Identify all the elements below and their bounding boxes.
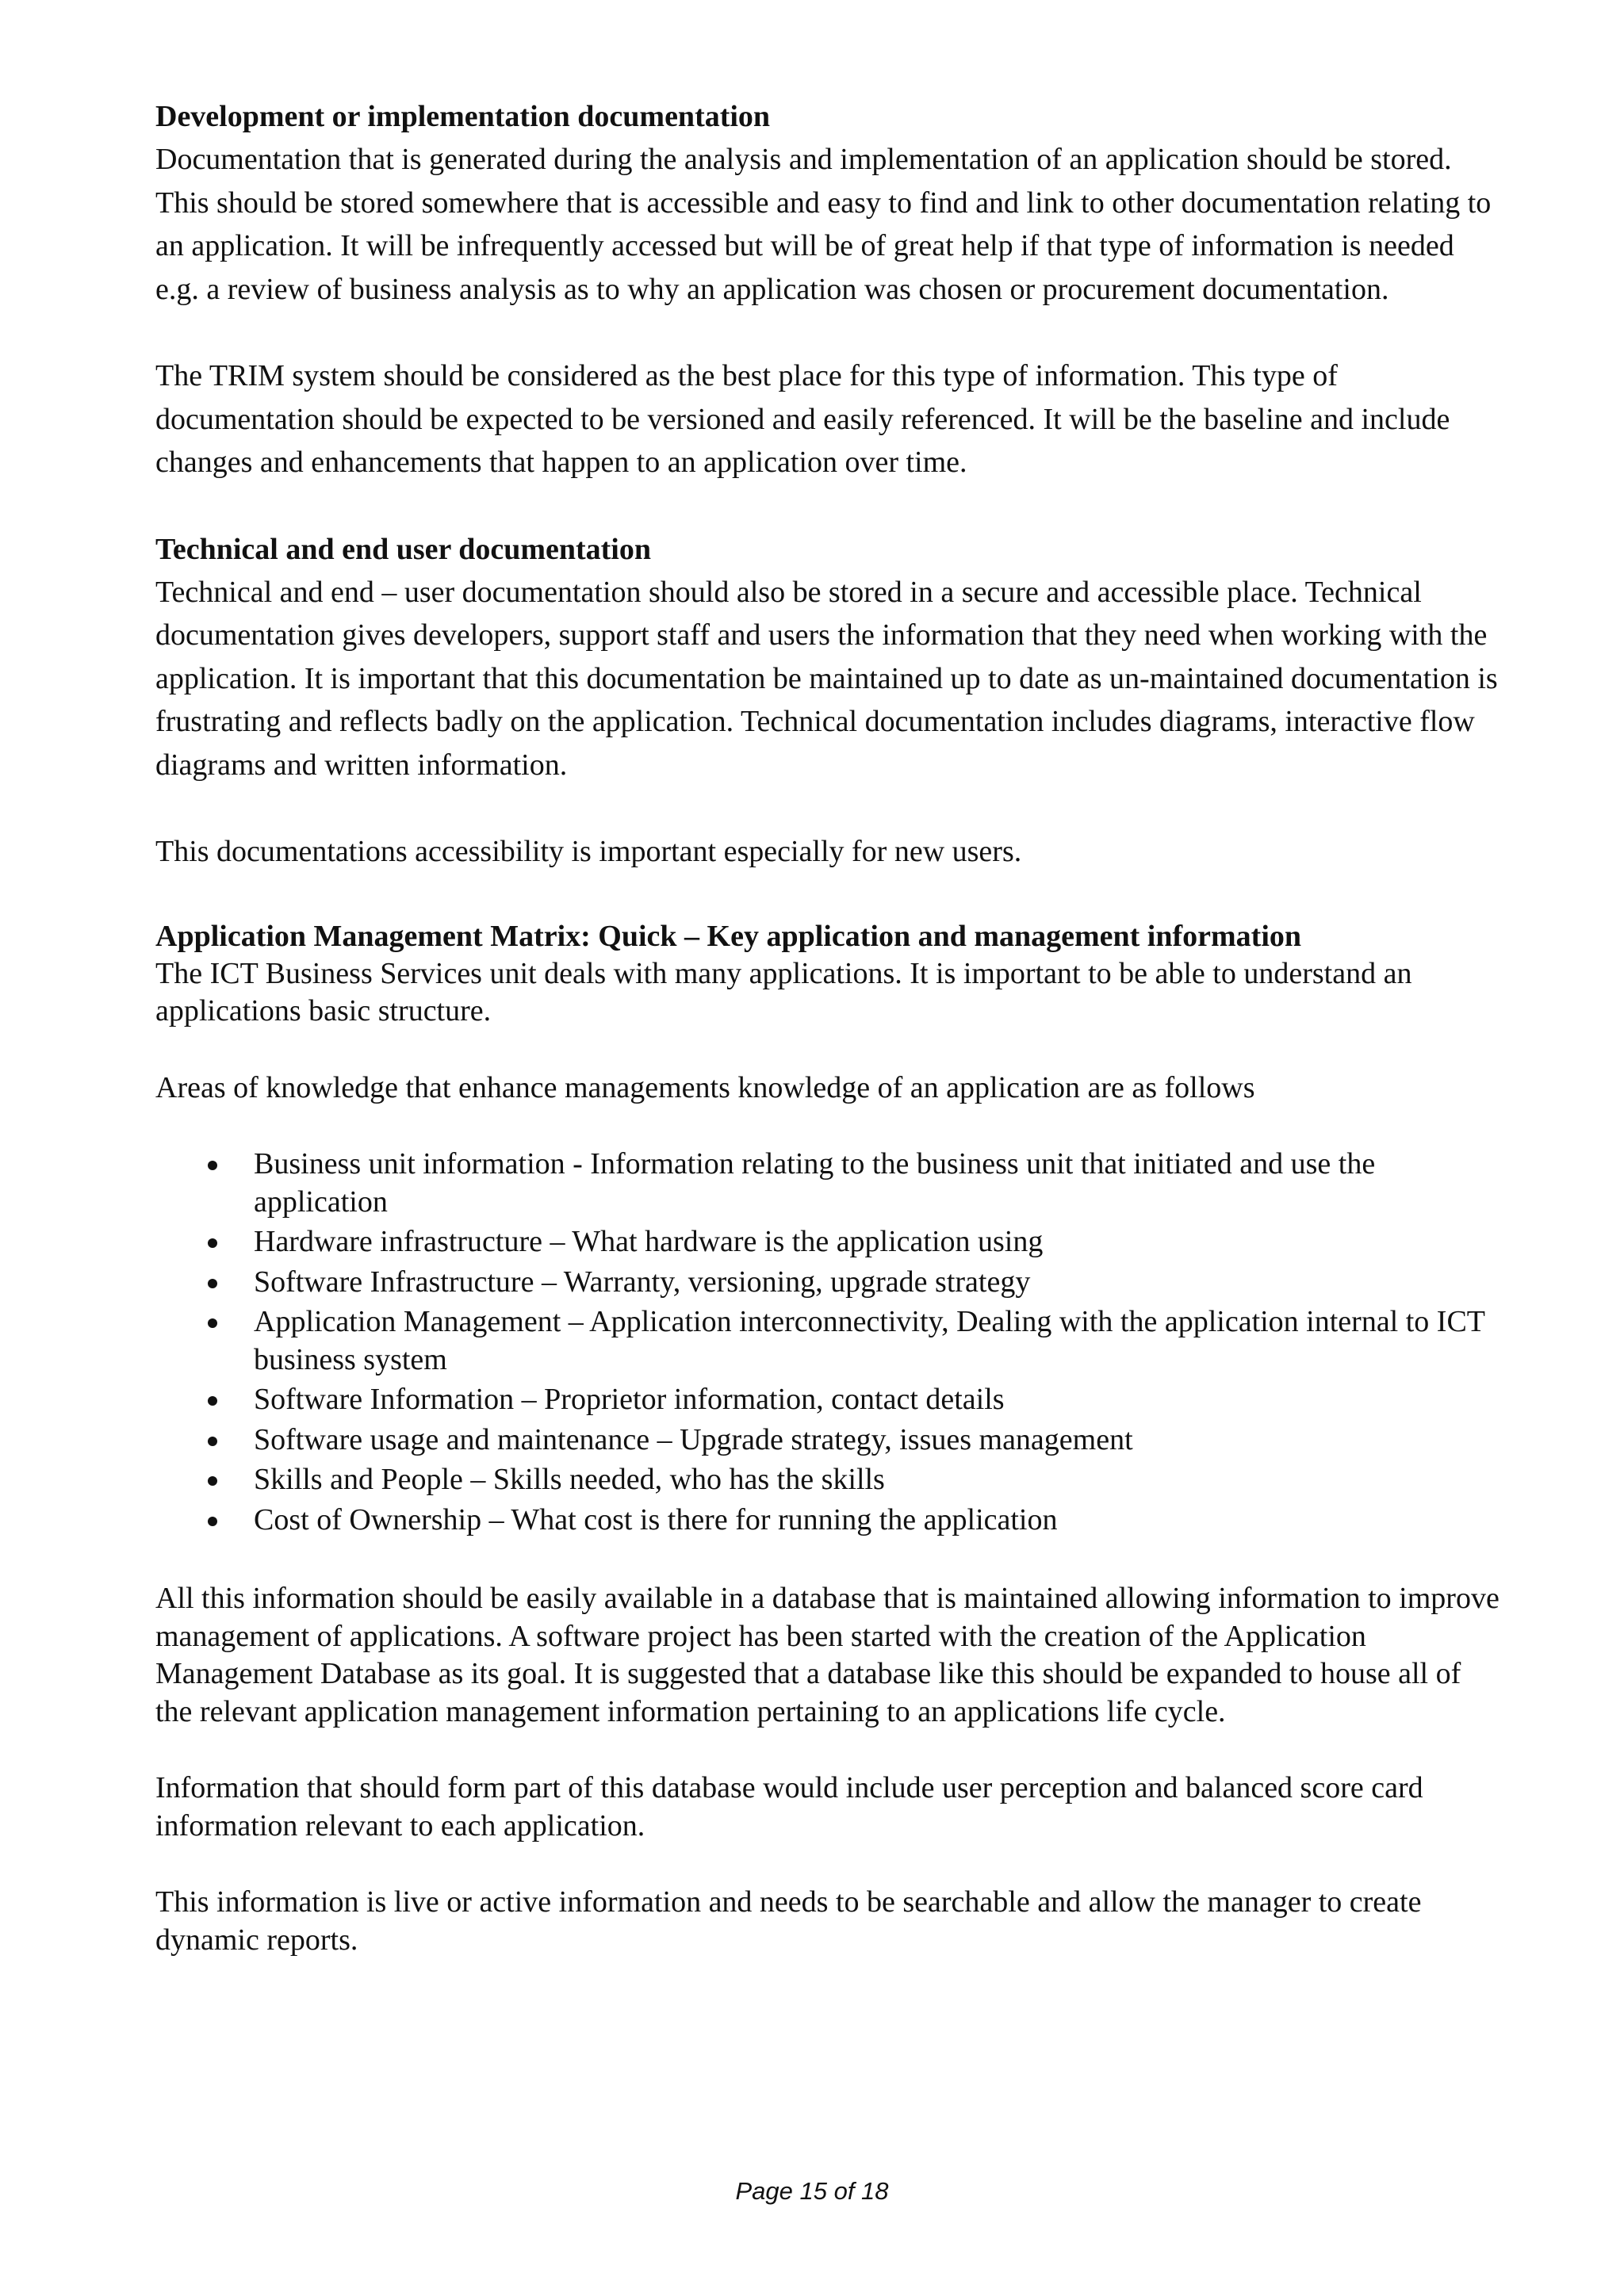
list-item: [155, 1502, 1503, 1540]
section-heading: Application Management Matrix: Quick – Key application and management information: [155, 919, 1302, 953]
paragraph: This documentations accessibility is important especially for new users.: [155, 835, 1022, 868]
bullet-list: [155, 1146, 1503, 1539]
paragraph: Documentation that is generated during the analysis and implementation of an application should be stored. This should be stored somewhere that is accessible and easy to find and link to other documentation relating to an application. It will be infrequently accessed but will be of great help if that type of information is needed e.g. a review of business analysis as to why an application was chosen or procurement documentation.: [155, 143, 1492, 306]
list-item: [155, 1461, 1503, 1499]
spacer: [155, 1731, 1503, 1770]
spacer: [155, 1845, 1503, 1884]
paragraph: The ICT Business Services unit deals with many applications. It is important to be able to understand an applications basic structure.: [155, 956, 1412, 1027]
list-item: [155, 1264, 1503, 1302]
list-item: [155, 1146, 1503, 1221]
bullet-icon: [208, 1517, 217, 1526]
spacer: [155, 1541, 1503, 1580]
list-item-text: Application Management – Application interconnectivity, Dealing with the application internal to ICT business system: [254, 1305, 1485, 1376]
section-heading: Technical and end user documentation: [155, 532, 651, 566]
section-development-documentation: [155, 95, 1503, 484]
bullet-icon: [208, 1396, 217, 1406]
paragraph: All this information should be easily available in a database that is maintained allowing information to improve management of applications. A software project has been started with the creation of the Application Management Database as its goal. It is suggested that a database like this should be expanded to house all of the relevant application management information pertaining to an applications life cycle.: [155, 1582, 1500, 1728]
spacer: [155, 1031, 1503, 1070]
list-item-text: Skills and People – Skills needed, who has the skills: [254, 1463, 885, 1496]
spacer: [155, 874, 1503, 917]
section-heading: Development or implementation documentation: [155, 100, 771, 133]
list-item: [155, 1303, 1503, 1379]
bullet-icon: [208, 1279, 217, 1288]
spacer: [155, 786, 1503, 830]
list-item-text: Software Infrastructure – Warranty, versioning, upgrade strategy: [254, 1265, 1031, 1299]
list-item-text: Hardware infrastructure – What hardware is the application using: [254, 1225, 1044, 1258]
bullet-icon: [208, 1161, 217, 1170]
bullet-icon: [208, 1238, 217, 1248]
section-application-management-matrix: [155, 917, 1503, 1960]
list-item-text: Software Information – Proprietor information, contact details: [254, 1383, 1005, 1416]
spacer: [155, 1107, 1503, 1146]
paragraph: Areas of knowledge that enhance managements knowledge of an application are as follows: [155, 1070, 1255, 1104]
bullet-icon: [208, 1437, 217, 1446]
list-item: [155, 1381, 1503, 1419]
list-item-text: Cost of Ownership – What cost is there for running the application: [254, 1502, 1058, 1536]
list-item: [155, 1422, 1503, 1460]
list-item: [155, 1223, 1503, 1261]
paragraph: Technical and end – user documentation should also be stored in a secure and accessible place. Technical documentation gives developers, support staff and users the information that they need when working with the application. It is important that this documentation be maintained up to date as un-maintained documentation is frustrating and reflects badly on the application. Technical documentation includes diagrams, interactive flow diagrams and written information.: [155, 575, 1498, 782]
paragraph: This information is live or active information and needs to be searchable and allow the manager to create dynamic reports.: [155, 1885, 1422, 1957]
document-page: [155, 95, 1503, 1959]
list-item-text: Business unit information - Information relating to the business unit that initiated and use the application: [254, 1147, 1376, 1219]
list-item-text: Software usage and maintenance – Upgrade strategy, issues management: [254, 1422, 1133, 1456]
bullet-icon: [208, 1318, 217, 1328]
section-technical-documentation: [155, 528, 1503, 874]
spacer: [155, 311, 1503, 354]
bullet-icon: [208, 1476, 217, 1486]
page-number-footer: Page 15 of 18: [735, 2177, 889, 2205]
paragraph: The TRIM system should be considered as the best place for this type of information. This type of documentation should be expected to be versioned and easily referenced. It will be the baseline and include changes and enhancements that happen to an application over time.: [155, 359, 1450, 479]
spacer: [155, 484, 1503, 528]
paragraph: Information that should form part of this database would include user perception and balanced score card information relevant to each application.: [155, 1771, 1423, 1843]
